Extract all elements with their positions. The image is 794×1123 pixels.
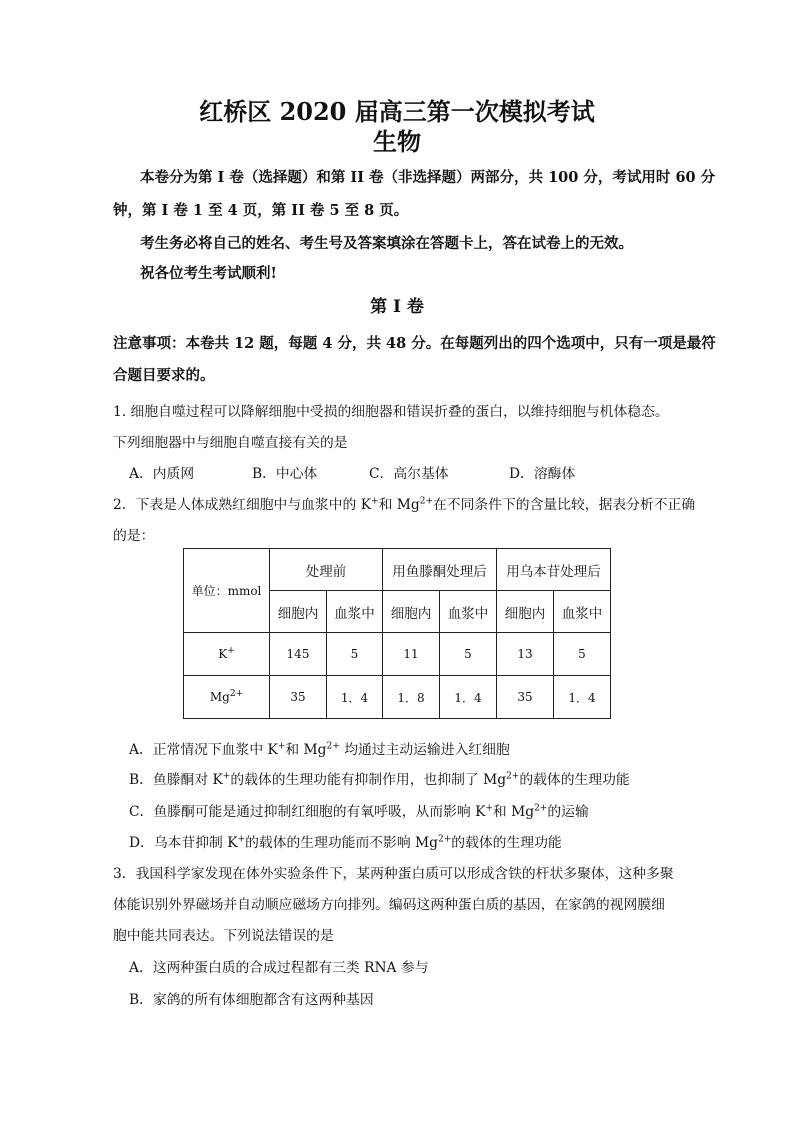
table-cell: 13 <box>497 633 554 676</box>
table-row <box>184 676 611 719</box>
q3-stem-line-1: 3．我国科学家发现在体外实验条件下，某两种蛋白质可以形成含铁的杆状多聚体，这种多聚 <box>113 866 674 882</box>
table-cell: 5 <box>554 633 611 676</box>
table-group-header: 处理前 <box>270 549 383 591</box>
table-cell: 145 <box>270 633 327 676</box>
q3-stem-line-2: 体能识别外界磁场并自动顺应磁场方向排列。编码这两种蛋白质的基因，在家鸽的视网膜细 <box>113 897 665 913</box>
exam-title: 红桥区 2020 届高三第一次模拟考试 <box>199 97 595 126</box>
intro-line-4: 祝各位考生考试顺利! <box>140 265 277 282</box>
notice-line-1: 注意事项：本卷共 12 题，每题 4 分，共 48 分。在每题列出的四个选项中，只有一项是最符 <box>113 335 716 352</box>
q2-option-c: C．鱼滕酮可能是通过抑制红细胞的有氧呼吸，从而影响 K+和 $Mg^{2+}$的运输 <box>129 803 589 820</box>
section-heading: 第 I 卷 <box>370 297 424 317</box>
row-label-k: K+ <box>184 633 270 676</box>
q2-option-a: A．正常情况下血浆中 K+和 $Mg^{2+}$ 均通过主动运输进入红细胞 <box>129 741 510 758</box>
q2-option-b: B．鱼滕酮对 K+的载体的生理功能有抑制作用，也抑制了 $Mg^{2+}$的载体的生理功能 <box>129 771 630 788</box>
q1-option-c: C．高尔基体 <box>369 466 449 482</box>
row-label-mg: $Mg^{2+}$ <box>184 676 270 719</box>
table-subheader: 血浆中 <box>327 591 383 633</box>
q3-stem-line-3: 胞中能共同表达。下列说法错误的是 <box>113 928 334 944</box>
q1-option-d: D．溶酶体 <box>509 466 576 482</box>
table-subheader: 细胞内 <box>383 591 440 633</box>
q2-stem-line-1: 2．下表是人体成熟红细胞中与血浆中的 K+和 $Mg^{2+}$在不同条件下的含量比较，据表分析不正确 <box>113 496 696 513</box>
q1-stem-line-1: 1. 细胞自噬过程可以降解细胞中受损的细胞器和错误折叠的蛋白，以维持细胞与机体稳态。 <box>113 404 669 420</box>
table-subheader: 细胞内 <box>270 591 327 633</box>
table-unit-cell: 单位：mmol <box>184 549 270 633</box>
q1-option-b: B．中心体 <box>252 466 318 482</box>
table-subheader: 血浆中 <box>440 591 497 633</box>
table-cell: 5 <box>327 633 383 676</box>
table-row <box>184 633 611 676</box>
table-cell: 1．4 <box>327 676 383 719</box>
intro-line-3: 考生务必将自己的姓名、考生号及答案填涂在答题卡上，答在试卷上的无效。 <box>140 235 633 252</box>
table-cell: 5 <box>440 633 497 676</box>
table-subheader: 血浆中 <box>554 591 611 633</box>
table-cell: 11 <box>383 633 440 676</box>
intro-line-2: 钟，第 I 卷 1 至 4 页，第 II 卷 5 至 8 页。 <box>113 202 409 219</box>
table-cell: 35 <box>270 676 327 719</box>
q1-stem-line-2: 下列细胞器中与细胞自噬直接有关的是 <box>113 435 348 451</box>
table-cell: 1．8 <box>383 676 440 719</box>
ion-content-table <box>183 548 611 719</box>
table-subheader: 细胞内 <box>497 591 554 633</box>
table-group-header: 用鱼滕酮处理后 <box>383 549 497 591</box>
table-cell: 35 <box>497 676 554 719</box>
q2-option-d: D．乌本苷抑制 K+的载体的生理功能而不影响 $Mg^{2+}$的载体的生理功能 <box>129 834 562 851</box>
notice-line-2: 合题目要求的。 <box>113 367 215 384</box>
intro-line-1: 本卷分为第 I 卷（选择题）和第 II 卷（非选择题）两部分，共 100 分，考试用时 60 分 <box>140 169 716 186</box>
subject-title: 生物 <box>373 127 421 156</box>
q1-option-a: A．内质网 <box>129 466 195 482</box>
q2-stem-line-2: 的是： <box>113 528 155 544</box>
table-cell: 1．4 <box>440 676 497 719</box>
table-group-header: 用乌本苷处理后 <box>497 549 611 591</box>
q3-option-a: A．这两种蛋白质的合成过程都有三类 RNA 参与 <box>129 960 429 976</box>
table-cell: 1．4 <box>554 676 611 719</box>
q3-option-b: B．家鸽的所有体细胞都含有这两种基因 <box>129 992 374 1008</box>
